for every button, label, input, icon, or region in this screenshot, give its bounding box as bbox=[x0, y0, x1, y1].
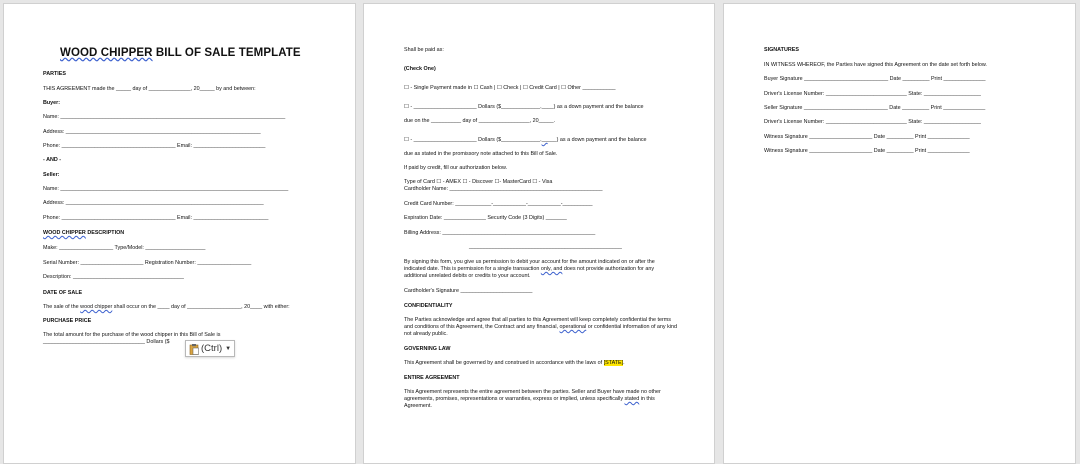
clipboard-icon bbox=[189, 343, 199, 355]
billing-address-line-2: ___________________________________________________ bbox=[469, 244, 622, 250]
document-page-2 bbox=[363, 3, 715, 464]
check-one-label: (Check One) bbox=[404, 66, 436, 72]
seller-address-field: Address: __________________________________________________________________ bbox=[43, 200, 264, 206]
credit-intro: If paid by credit, fill our authorization below. bbox=[404, 165, 508, 171]
authorization-paragraph: By signing this form, you give us permission to debit your account for the amount indicated on or after the indicated date. This is permission for a single transaction only, and does not provide authorization for any additional unrelated debits or credits to your account. bbox=[404, 259, 655, 279]
paid-as-line: Shall be paid as: bbox=[404, 47, 444, 53]
expiration-security-field: Expiration Date: ______________ Security Code (3 Digits) _______ bbox=[404, 215, 567, 221]
serial-registration-field: Serial Number: _____________________ Registration Number: __________________ bbox=[43, 260, 252, 266]
governing-law-heading: GOVERNING LAW bbox=[404, 346, 451, 352]
card-number-field: Credit Card Number: ____________-___________-___________-__________ bbox=[404, 201, 593, 207]
purchase-price-amount: __________________________________ Dollars ($ bbox=[43, 339, 170, 345]
purchase-price-heading: PURCHASE PRICE bbox=[43, 318, 92, 324]
confidentiality-paragraph: The Parties acknowledge and agree that all parties to this Agreement will keep completely confidential the terms and conditions of this Agreement, the Contract and any financial, operational or confidential information of any kind not already public. bbox=[404, 317, 678, 337]
parties-heading: PARTIES bbox=[43, 71, 66, 77]
date-of-sale-line: The sale of the wood chipper shall occur on the ____ day of __________________, 20____ with either: bbox=[43, 304, 290, 310]
confidentiality-heading: CONFIDENTIALITY bbox=[404, 303, 453, 309]
down-payment-option-1: ☐ - _____________________ Dollars ($_____________.____) as a down payment and the balance bbox=[404, 104, 644, 110]
seller-label: Seller: bbox=[43, 172, 60, 178]
witness-signature-field-1: Witness Signature _____________________ Date _________ Print ______________ bbox=[764, 134, 970, 140]
witness-whereof-line: IN WITNESS WHEREOF, the Parties have signed this Agreement on the date set forth below. bbox=[764, 62, 987, 68]
date-of-sale-heading: DATE OF SALE bbox=[43, 290, 83, 296]
billing-address-field: Billing Address: ___________________________________________________ bbox=[404, 230, 596, 236]
make-model-field: Make: __________________ Type/Model: ____________________ bbox=[43, 245, 206, 251]
seller-phone-email-field: Phone: ______________________________________ Email: _________________________ bbox=[43, 215, 269, 221]
purchase-price-line: The total amount for the purchase of the wood chipper in this Bill of Sale is bbox=[43, 332, 221, 338]
buyer-phone-email-field: Phone: ______________________________________ Email: ________________________ bbox=[43, 143, 266, 149]
document-title: WOOD CHIPPER BILL OF SALE TEMPLATE bbox=[60, 47, 301, 59]
witness-signature-field-2: Witness Signature _____________________ Date _________ Print ______________ bbox=[764, 148, 970, 154]
and-separator: - AND - bbox=[43, 157, 62, 163]
governing-law-line: This Agreement shall be governed by and construed in accordance with the laws of [STATE]. bbox=[404, 360, 625, 366]
seller-signature-field: Seller Signature ____________________________ Date _________ Print ______________ bbox=[764, 105, 986, 111]
buyer-license-field: Driver's License Number: ___________________________ State: ___________________ bbox=[764, 91, 981, 97]
seller-license-field: Driver's License Number: ___________________________ State: ___________________ bbox=[764, 119, 981, 125]
card-type-options: Type of Card ☐ - AMEX ☐ - Discover ☐- MasterCard ☐ - Visa bbox=[404, 179, 553, 185]
cardholder-name-field: Cardholder Name: ___________________________________________________ bbox=[404, 186, 603, 192]
description-field: Description: _____________________________________ bbox=[43, 274, 184, 280]
buyer-label: Buyer: bbox=[43, 100, 61, 106]
buyer-name-field: Name: ___________________________________________________________________________ bbox=[43, 114, 286, 120]
single-payment-option: ☐ - Single Payment made in ☐ Cash | ☐ Check | ☐ Credit Card | ☐ Other ___________ bbox=[404, 85, 616, 91]
cardholder-signature-field: Cardholder's Signature ________________________ bbox=[404, 288, 533, 294]
document-page-1 bbox=[3, 3, 356, 464]
down-payment-2-due: due as stated in the promissory note attached to this Bill of Sale. bbox=[404, 151, 558, 157]
chevron-down-icon: ▼ bbox=[225, 345, 232, 352]
down-payment-1-due: due on the __________ day of _________________, 20_____. bbox=[404, 118, 556, 124]
buyer-signature-field: Buyer Signature ____________________________ Date _________ Print ______________ bbox=[764, 76, 986, 82]
seller-name-field: Name: ____________________________________________________________________________ bbox=[43, 186, 289, 192]
description-heading: WOOD CHIPPER DESCRIPTION bbox=[43, 230, 125, 236]
document-page-3 bbox=[723, 3, 1076, 464]
paste-options-button[interactable] bbox=[185, 340, 235, 357]
entire-agreement-paragraph: This Agreement represents the entire agreement between the parties. Seller and Buyer have made no other agreements, promises, representations or warranties, express or implied, unless specifically stated in this Agreement. bbox=[404, 389, 661, 409]
entire-agreement-heading: ENTIRE AGREEMENT bbox=[404, 375, 460, 381]
down-payment-option-2: ☐ - _____________________ Dollars ($_____________._____) as a down payment and the balance bbox=[404, 137, 647, 143]
paste-options-label: (Ctrl) bbox=[201, 343, 223, 354]
buyer-address-field: Address: _________________________________________________________________ bbox=[43, 129, 261, 135]
signatures-heading: SIGNATURES bbox=[764, 47, 799, 53]
agreement-date-line: THIS AGREEMENT made the _____ day of ______________, 20_____ by and between: bbox=[43, 86, 256, 92]
